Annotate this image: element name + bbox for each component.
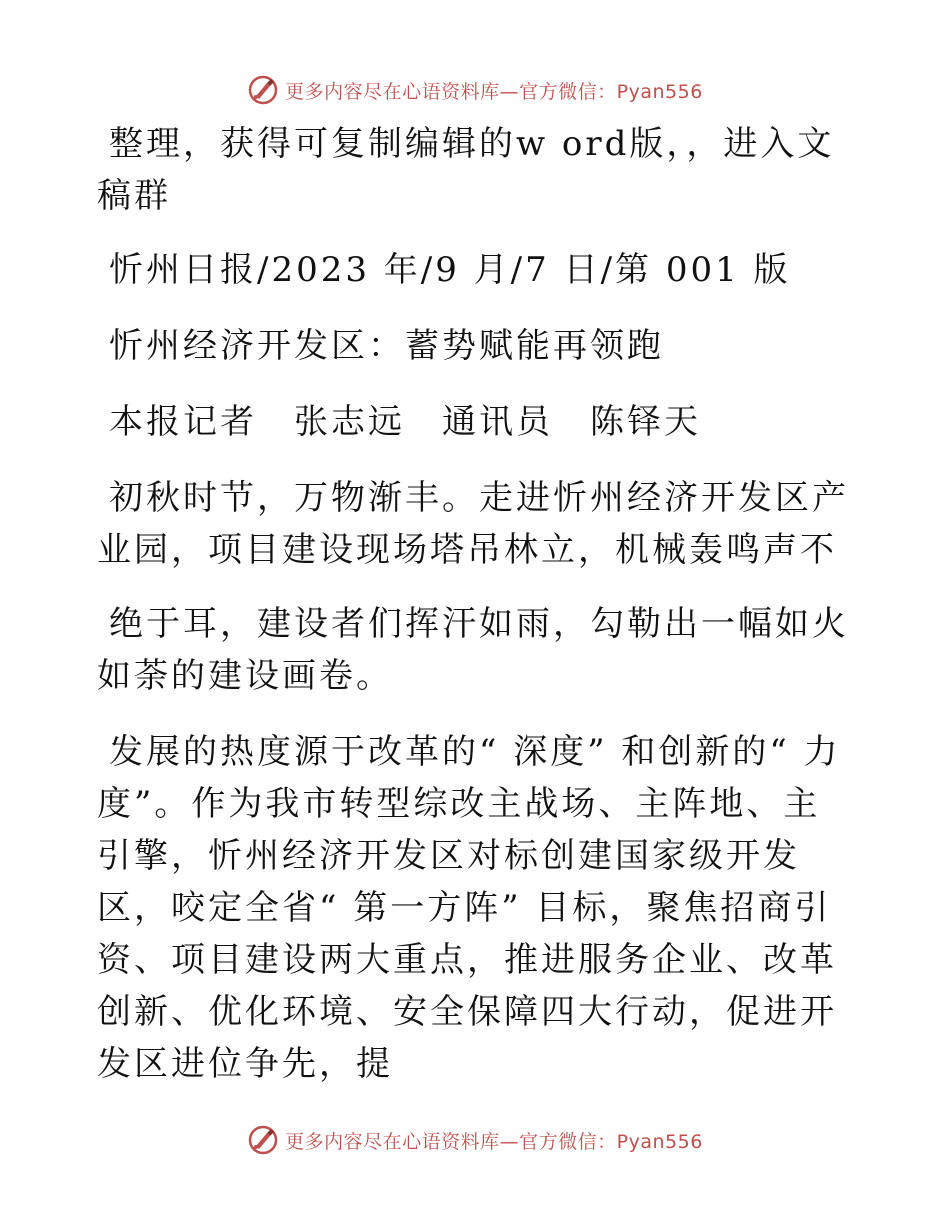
newspaper-source-line: 忻州日报/2023 年/9 月/7 日/第 001 版 bbox=[109, 250, 791, 290]
article-title: 忻州经济开发区：蓄势赋能再领跑 bbox=[109, 326, 664, 366]
intro-paragraph: 整理，获得可复制编辑的w ord版，，进入文稿群 bbox=[97, 124, 835, 216]
header-watermark-banner bbox=[0, 70, 950, 110]
brush-pen-logo-icon bbox=[247, 1124, 279, 1156]
brush-pen-logo-icon bbox=[247, 74, 279, 106]
body-paragraph: 初秋时节，万物渐丰。走进忻州经济开发区产业园，项目建设现场塔吊林立，机械轰鸣声不 bbox=[97, 478, 849, 570]
watermark-text: 更多内容尽在心语资料库—官方微信：Pyan556 bbox=[285, 80, 703, 103]
byline: 本报记者 张志远 通讯员 陈铎天 bbox=[109, 402, 701, 442]
body-paragraph: 发展的热度源于改革的“ 深度” 和创新的“ 力度”。作为我市转型综改主战场、主阵地、主引擎，忻州经济开发区对标创建国家级开发区，咬定全省“ 第一方阵” 目标，聚焦招商引资、项目建设两大重点，推进服务企业、改革创新、优化环境、安全保障四大行动，促进开发区进位争先，提 bbox=[97, 732, 841, 1084]
footer-watermark-banner bbox=[0, 1120, 950, 1160]
document-body bbox=[97, 118, 857, 1114]
watermark-text: 更多内容尽在心语资料库—官方微信：Pyan556 bbox=[285, 1130, 703, 1153]
body-paragraph: 绝于耳，建设者们挥汗如雨，勾勒出一幅如火如荼的建设画卷。 bbox=[97, 604, 849, 696]
